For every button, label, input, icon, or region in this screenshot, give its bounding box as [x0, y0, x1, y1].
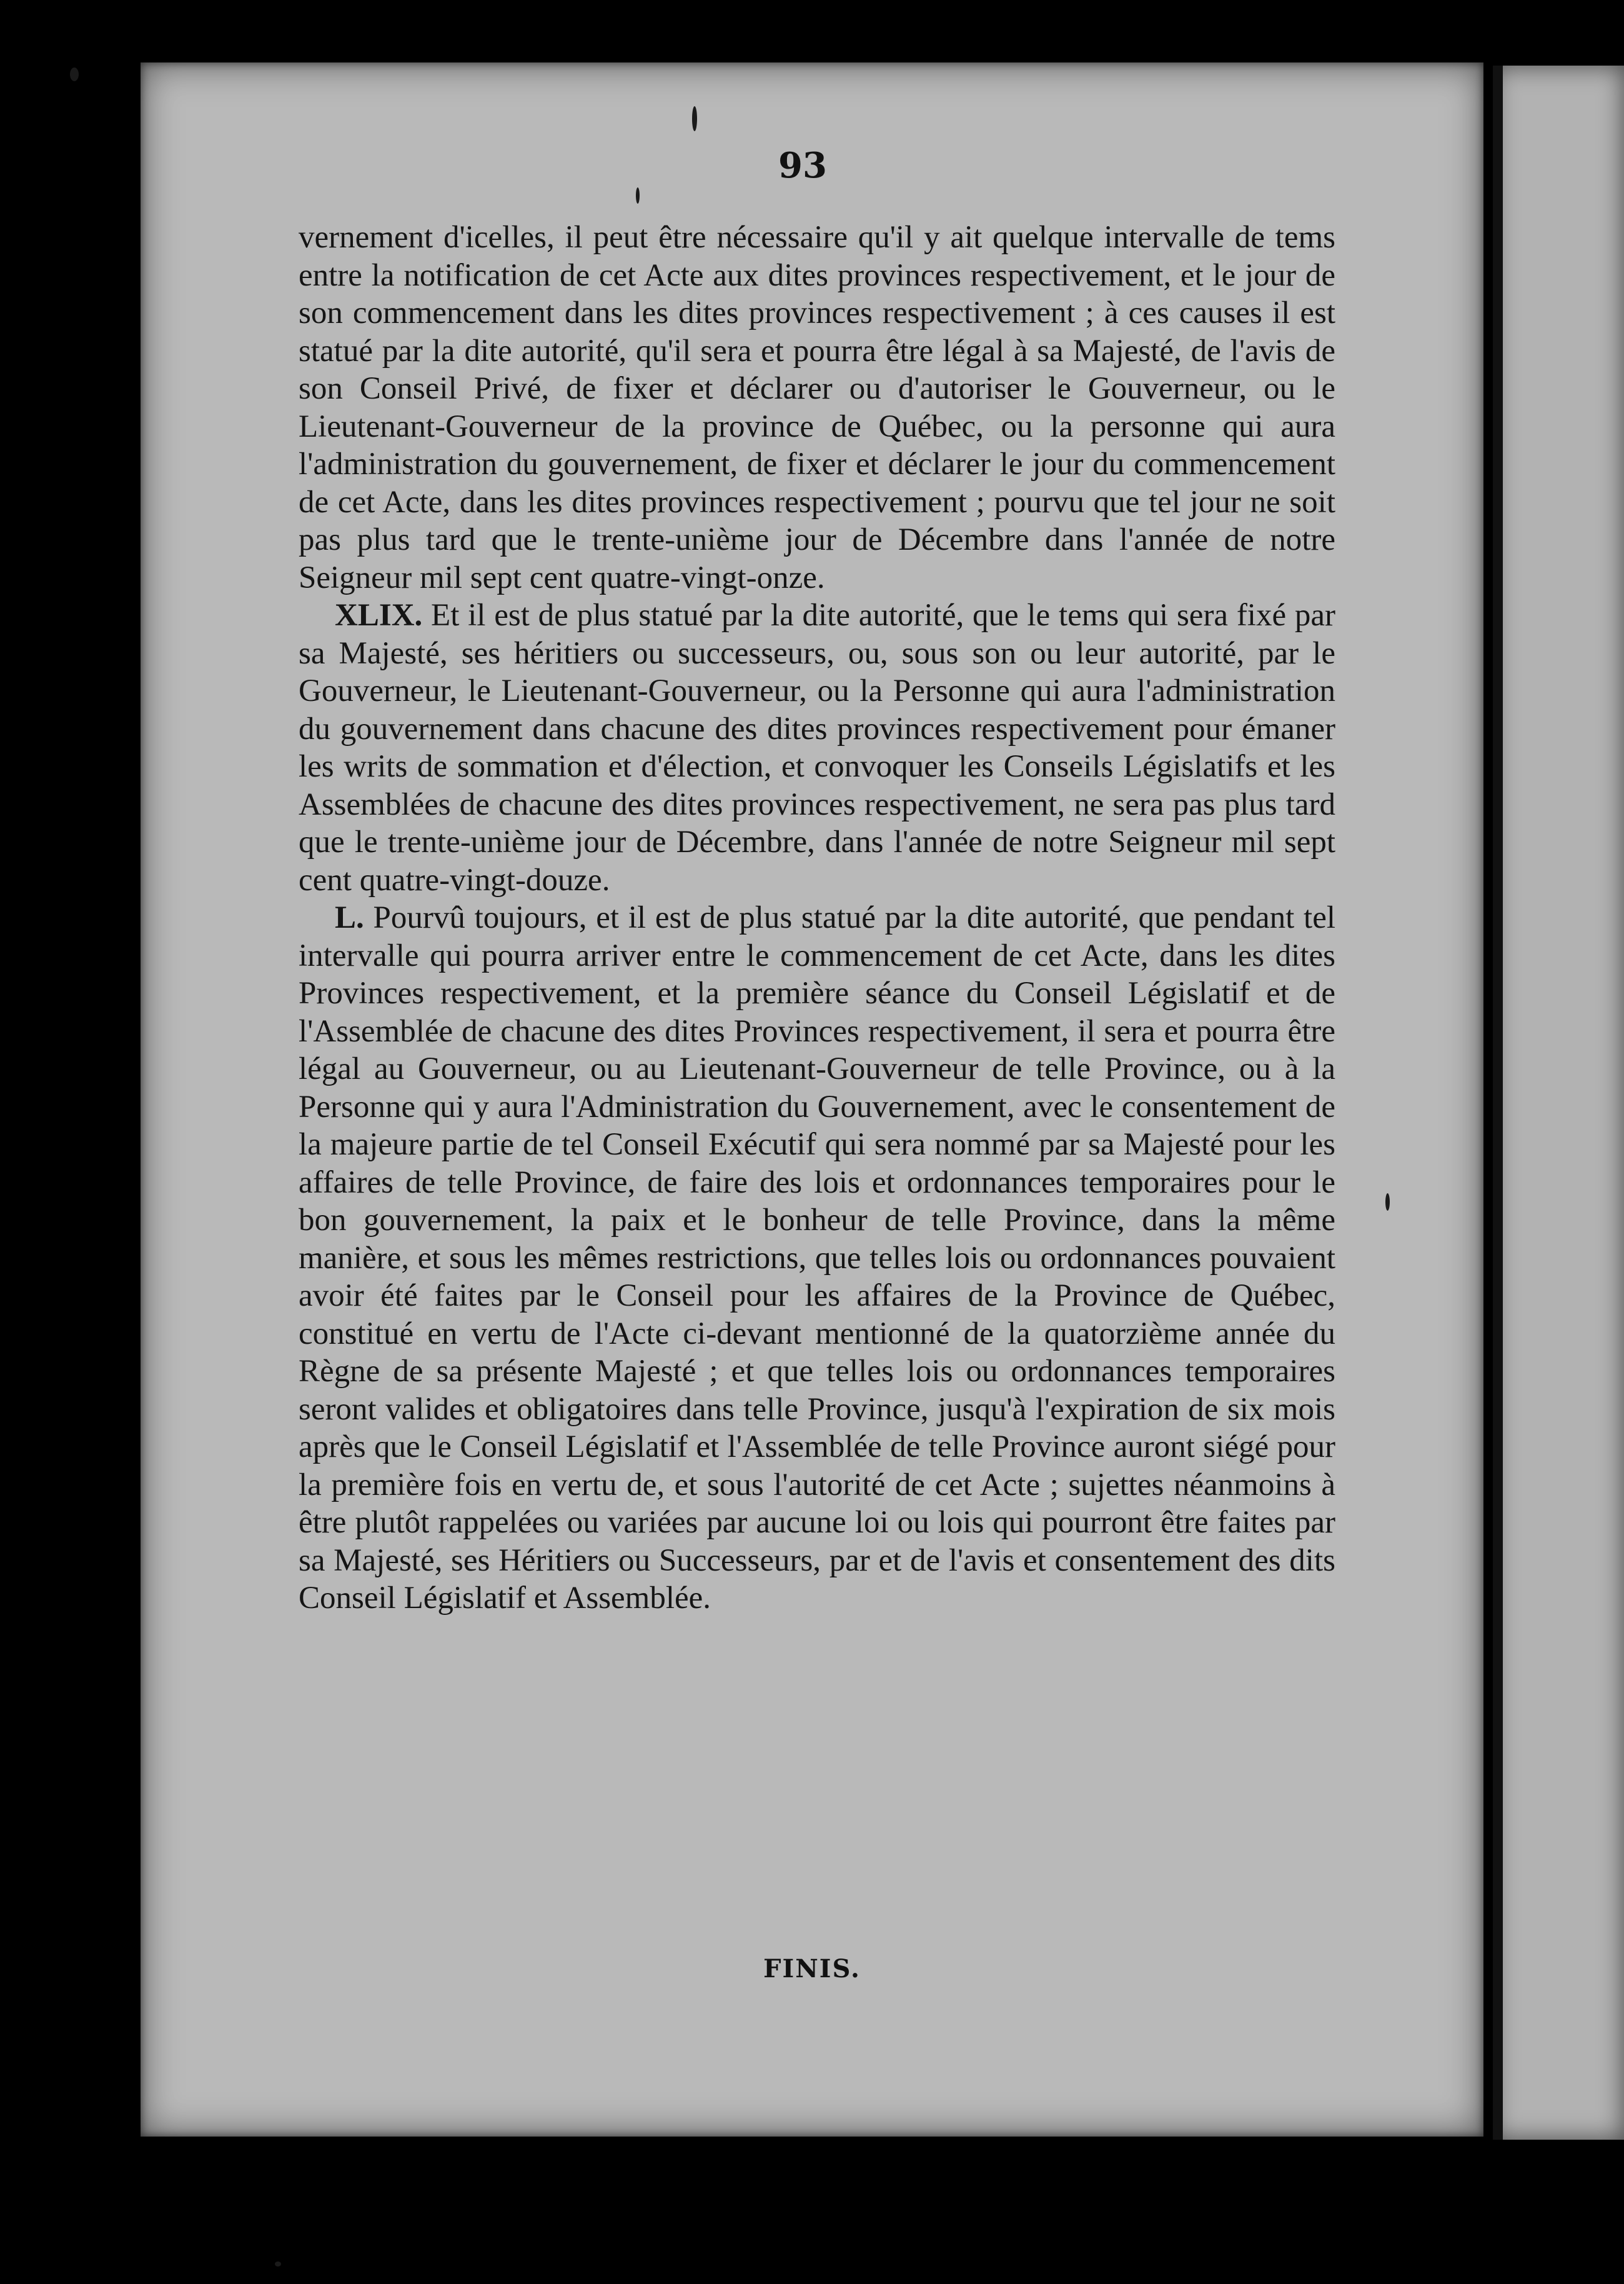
scan-speck — [636, 187, 640, 204]
paragraph-text: Pourvû toujours, et il est de plus statué par la dite autorité, que pendant tel intervalle qui pourra arriver entre le commencement de cet Acte, dans les dites Provinces respectivement, et la première séance du Conseil Législatif et de l'Assemblée de chacune des dites Provinces respectivement, il sera et pourra être légal au Gouverneur, ou au Lieutenant-Gouverneur de telle Province, ou à la Personne qui y aura l'Administration du Gouvernement, avec le consentement de la majeure partie de tel Conseil Exécutif qui sera nommé par sa Majesté pour les affaires de telle Province, de faire des lois et ordonnances temporaires pour le bon gouvernement, la paix et le bonheur de telle Province, dans la même manière, et sous les mêmes restrictions, que telles lois ou ordonnances pouvaient avoir été faites par le Conseil pour les affaires de la Province de Québec, constitué en vertu de l'Acte ci-devant mentionné de la quatorzième année du Règne de sa présente Majesté ; et que telles lois ou ordonnances temporaires seront valides et obligatoires dans telle Province, jusqu'à l'expiration de six mois après que le Conseil Législatif et l'Assemblée de telle Province auront siégé pour la première fois en vertu de, et sous l'autorité de cet Acte ; sujettes néanmoins à être plutôt rappelées ou variées par aucune loi ou lois qui pourront être faites par sa Majesté, ses Héritiers ou Successeurs, par et de l'avis et consentement des dits Conseil Législatif et Assemblée. — [299, 900, 1335, 1616]
page-gutter — [1493, 66, 1503, 2140]
page-number: 93 — [778, 145, 827, 186]
article-number: L. — [335, 900, 364, 935]
paragraph-continuation — [299, 219, 1335, 597]
paragraph-text: Et il est de plus statué par la dite autorité, que le tems qui sera fixé par sa Majesté, ses héritiers ou successeurs, ou, sous son ou leur autorité, par le Gouverneur, le Lieutenant-Gouverneur, ou la Personne qui aura l'administration du gouvernement dans chacune des dites provinces respectivement pour émaner les writs de sommation et d'élection, et convoquer les Conseils Législatifs et les Assemblées de chacune des dites provinces respectivement, ne sera pas plus tard que le trente-unième jour de Décembre, dans l'année de notre Seigneur mil sept cent quatre-vingt-douze. — [299, 598, 1335, 898]
scan-speck — [70, 67, 79, 81]
paragraph-text: vernement d'icelles, il peut être nécessaire qu'il y ait quelque intervalle de tems entre la notification de cet Acte aux dites provinces respectivement, et le jour de son commencement dans les dites provinces respectivement ; à ces causes il est statué par la dite autorité, qu'il sera et pourra être légal à sa Majesté, de l'avis de son Conseil Privé, de fixer et déclarer ou d'autoriser le Gouverneur, ou le Lieutenant-Gouverneur de la province de Québec, ou la personne qui aura l'administration du gouvernement, de fixer et déclarer le jour du commencement de cet Acte, dans les dites provinces respectivement ; pourvu que tel jour ne soit pas plus tard que le trente-unième jour de Décembre dans l'année de notre Seigneur mil sept cent quatre-vingt-onze. — [299, 220, 1335, 595]
scan-speck — [275, 2262, 281, 2267]
article-number: XLIX. — [335, 598, 423, 633]
article-l — [299, 899, 1335, 1617]
article-xlix — [299, 597, 1335, 899]
body-text — [299, 219, 1335, 1617]
facing-page-edge — [1493, 66, 1624, 2140]
closing-finis: FINIS. — [763, 1954, 861, 1984]
scan-speck — [1385, 1193, 1390, 1211]
scan-speck — [692, 106, 697, 131]
